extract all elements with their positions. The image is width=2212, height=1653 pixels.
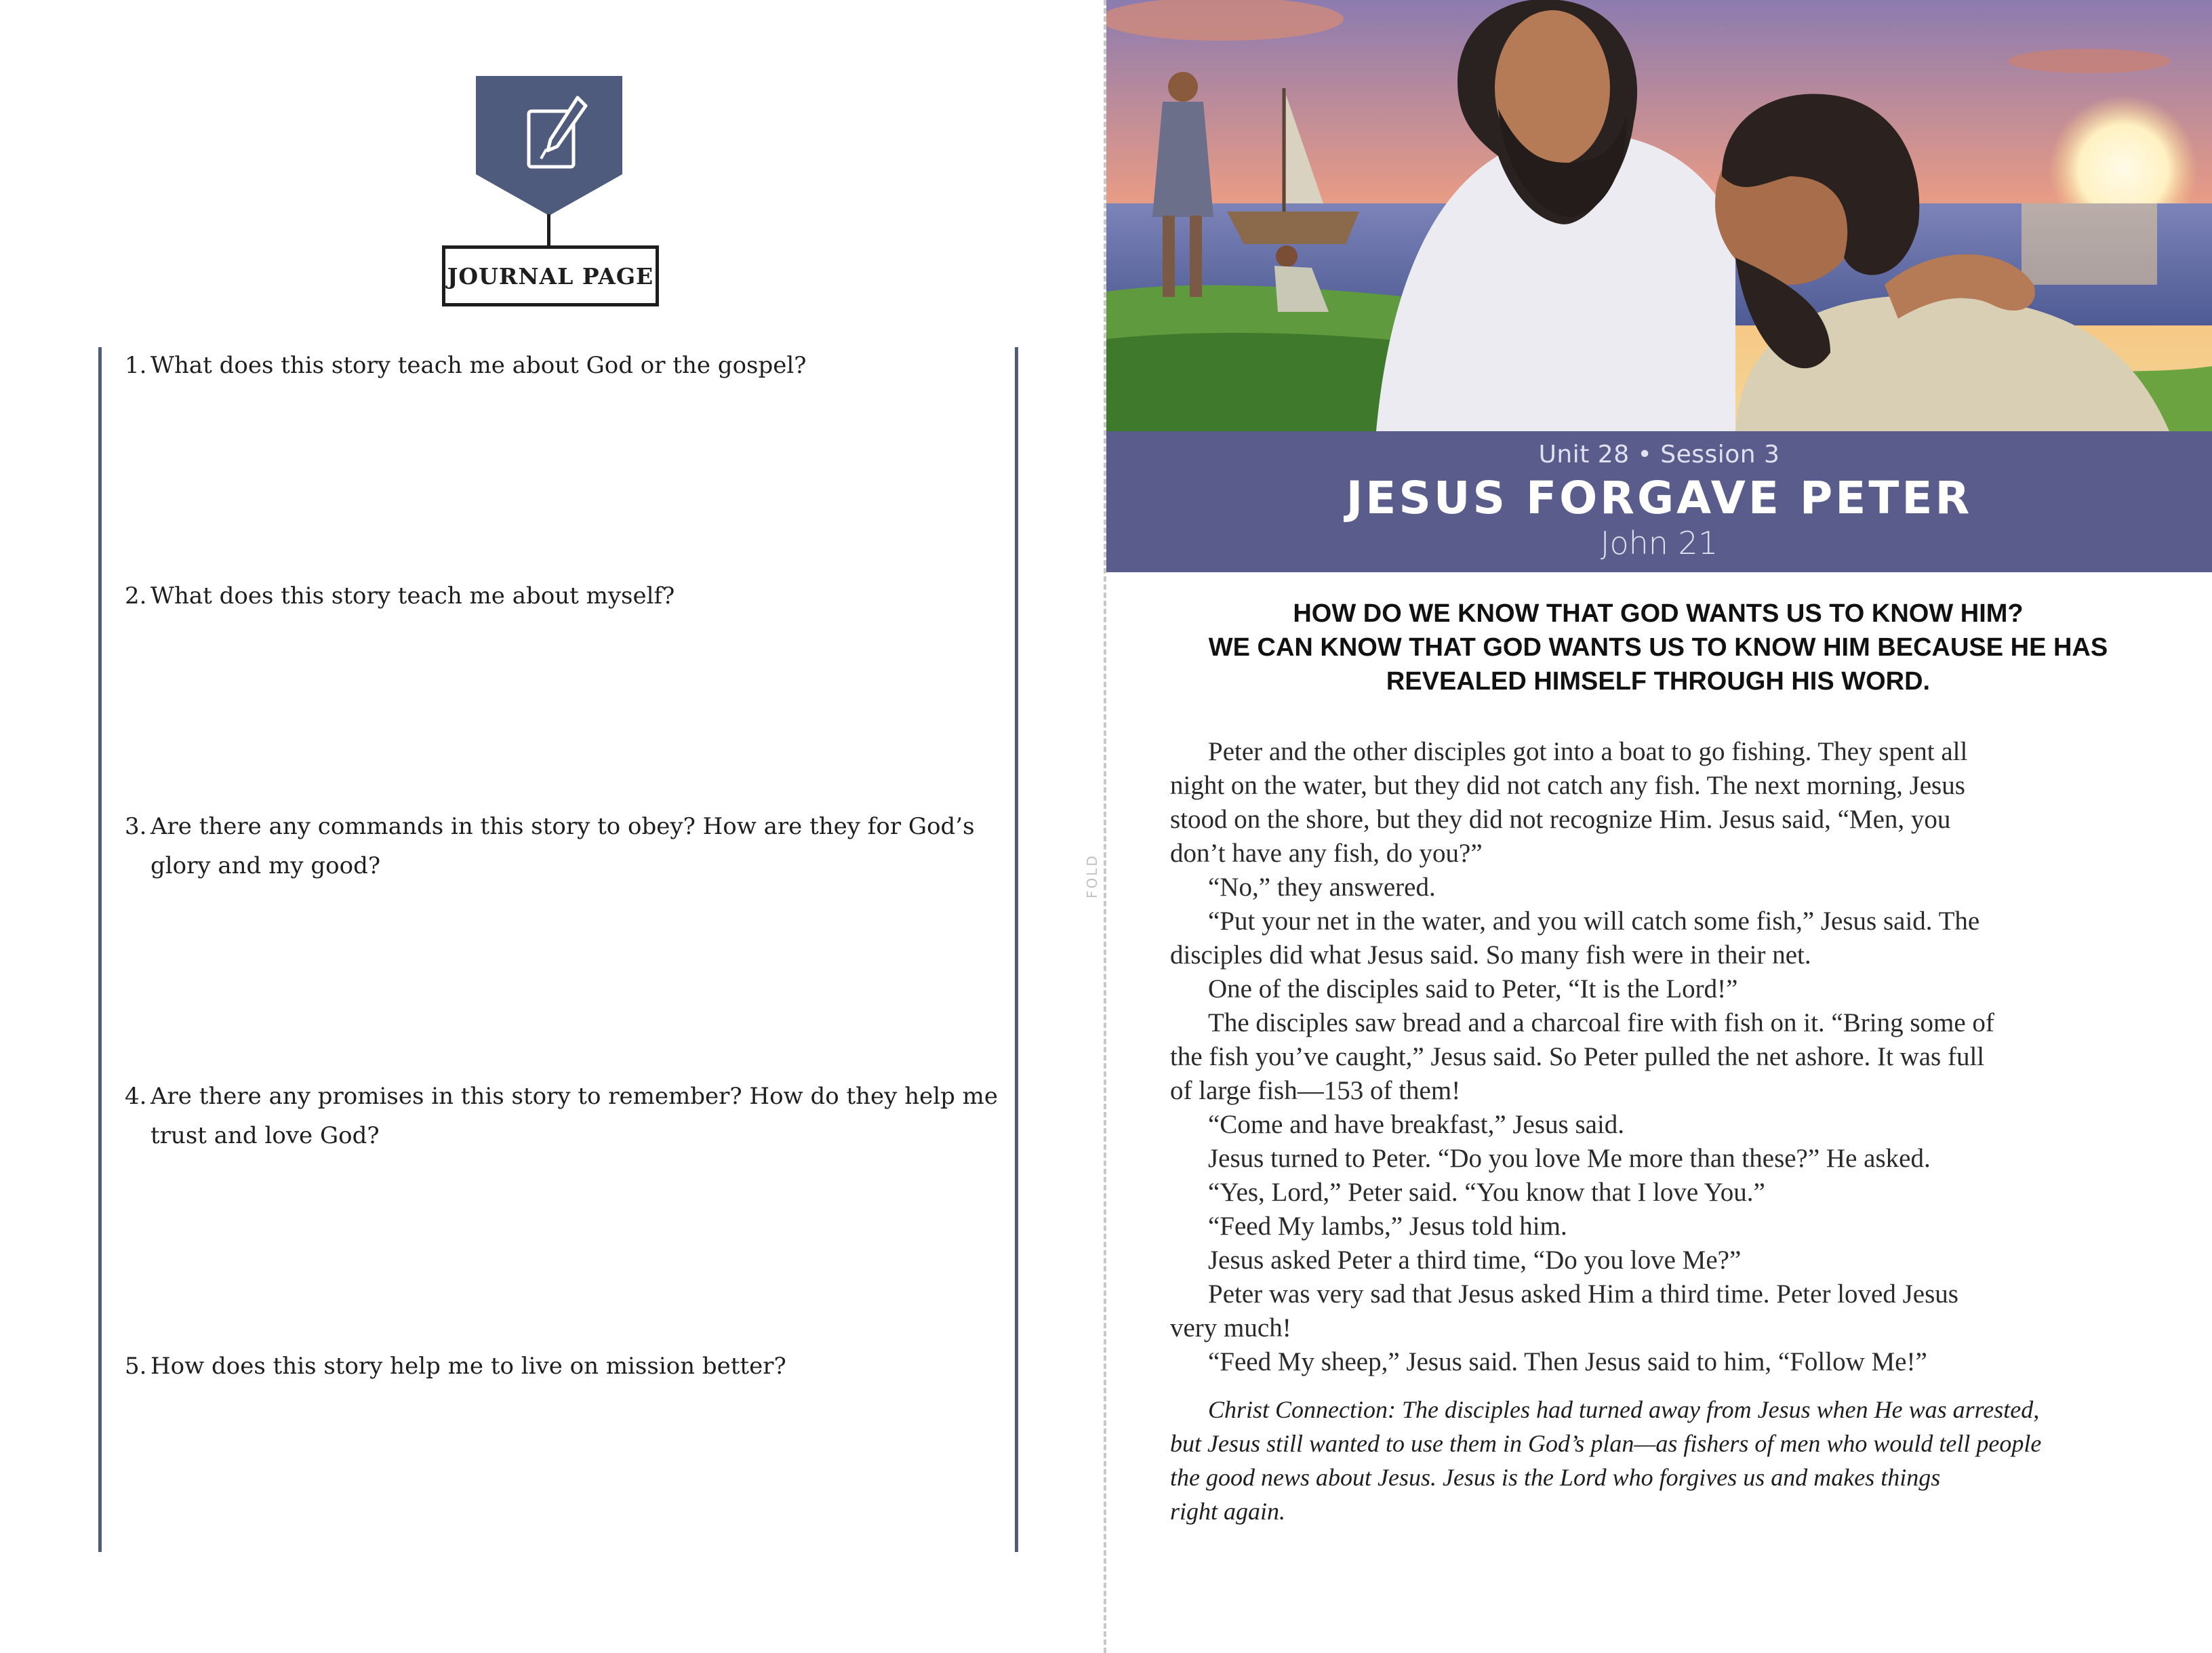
journal-question-1 bbox=[125, 346, 999, 385]
question-number: 4. bbox=[125, 1083, 147, 1110]
fold-label: FOLD bbox=[1084, 854, 1100, 898]
banner-connector bbox=[547, 214, 550, 247]
christ-connection bbox=[1170, 1393, 2146, 1528]
question-text: How does this story help me to live on mission better? bbox=[150, 1353, 786, 1380]
text-line: “Feed My lambs,” Jesus told him. bbox=[1208, 1212, 1567, 1241]
text-line: “Feed My sheep,” Jesus said. Then Jesus said to him, “Follow Me!” bbox=[1208, 1347, 1927, 1376]
text-line: The disciples saw bread and a charcoal fire with fish on it. “Bring some of bbox=[1208, 1008, 1994, 1037]
text-line: “Put your net in the water, and you will catch some fish,” Jesus said. The bbox=[1208, 907, 1980, 936]
journal-question-4 bbox=[125, 1077, 999, 1155]
big-question-line: REVEALED HIMSELF THROUGH HIS WORD. bbox=[1386, 667, 1931, 696]
story-text bbox=[1170, 735, 2133, 1379]
text-line: don’t have any fish, do you?” bbox=[1170, 839, 1483, 868]
scripture-reference: John 21 bbox=[1600, 525, 1718, 561]
story-illustration bbox=[1106, 0, 2212, 431]
question-text: What does this story teach me about God or the gospel? bbox=[150, 352, 807, 379]
story-title: JESUS FORGAVE PETER bbox=[1346, 472, 1973, 524]
unit-session-label: Unit 28 • Session 3 bbox=[1538, 441, 1780, 469]
big-question-line: WE CAN KNOW THAT GOD WANTS US TO KNOW HIM BECAUSE HE HAS bbox=[1208, 633, 2108, 662]
journal-question-2 bbox=[125, 576, 999, 616]
text-line: Peter was very sad that Jesus asked Him a third time. Peter loved Jesus bbox=[1208, 1279, 1958, 1309]
text-line: Jesus turned to Peter. “Do you love Me more than these?” He asked. bbox=[1208, 1144, 1931, 1173]
text-line: right again. bbox=[1170, 1498, 1286, 1525]
text-line: Jesus asked Peter a third time, “Do you love Me?” bbox=[1208, 1246, 1742, 1275]
question-text: Are there any commands in this story to obey? How are they for God’s glory and my good? bbox=[150, 813, 975, 879]
text-line: “No,” they answered. bbox=[1208, 873, 1436, 902]
journal-question-5 bbox=[125, 1347, 999, 1386]
text-line: of large fish—153 of them! bbox=[1170, 1076, 1461, 1105]
text-line: but Jesus still wanted to use them in God’s plan—as fishers of men who would tell people bbox=[1170, 1430, 2042, 1457]
text-line: night on the water, but they did not catch any fish. The next morning, Jesus bbox=[1170, 771, 1965, 800]
text-line: Peter and the other disciples got into a boat to go fishing. They spent all bbox=[1208, 737, 1968, 766]
text-line: disciples did what Jesus said. So many fish were in their net. bbox=[1170, 940, 1811, 970]
big-picture-question bbox=[1170, 597, 2146, 698]
journal-page-label: JOURNAL PAGE bbox=[442, 245, 659, 306]
text-line: Christ Connection: The disciples had turned away from Jesus when He was arrested, bbox=[1208, 1396, 2040, 1423]
text-line: stood on the shore, but they did not recognize Him. Jesus said, “Men, you bbox=[1170, 805, 1951, 834]
journal-page bbox=[0, 0, 1105, 1653]
journal-pencil-icon bbox=[476, 76, 622, 216]
text-line: very much! bbox=[1170, 1313, 1291, 1342]
question-number: 2. bbox=[125, 582, 147, 610]
text-line: One of the disciples said to Peter, “It is the Lord!” bbox=[1208, 974, 1738, 1003]
question-number: 1. bbox=[125, 352, 147, 379]
journal-question-3 bbox=[125, 807, 999, 885]
left-margin-rule bbox=[98, 347, 102, 1552]
session-title-band bbox=[1106, 431, 2212, 572]
text-line: the good news about Jesus. Jesus is the Lord who forgives us and makes things bbox=[1170, 1464, 1941, 1491]
question-text: What does this story teach me about myself? bbox=[150, 582, 675, 610]
journal-banner bbox=[476, 76, 622, 216]
question-text: Are there any promises in this story to remember? How do they help me trust and love God? bbox=[150, 1083, 999, 1149]
big-question-line: HOW DO WE KNOW THAT GOD WANTS US TO KNOW HIM? bbox=[1293, 599, 2024, 628]
text-line: the fish you’ve caught,” Jesus said. So Peter pulled the net ashore. It was full bbox=[1170, 1042, 1985, 1071]
right-margin-rule bbox=[1015, 347, 1018, 1552]
question-number: 3. bbox=[125, 813, 147, 840]
text-line: “Come and have breakfast,” Jesus said. bbox=[1208, 1110, 1625, 1139]
text-line: “Yes, Lord,” Peter said. “You know that I love You.” bbox=[1208, 1178, 1765, 1207]
question-number: 5. bbox=[125, 1353, 147, 1380]
